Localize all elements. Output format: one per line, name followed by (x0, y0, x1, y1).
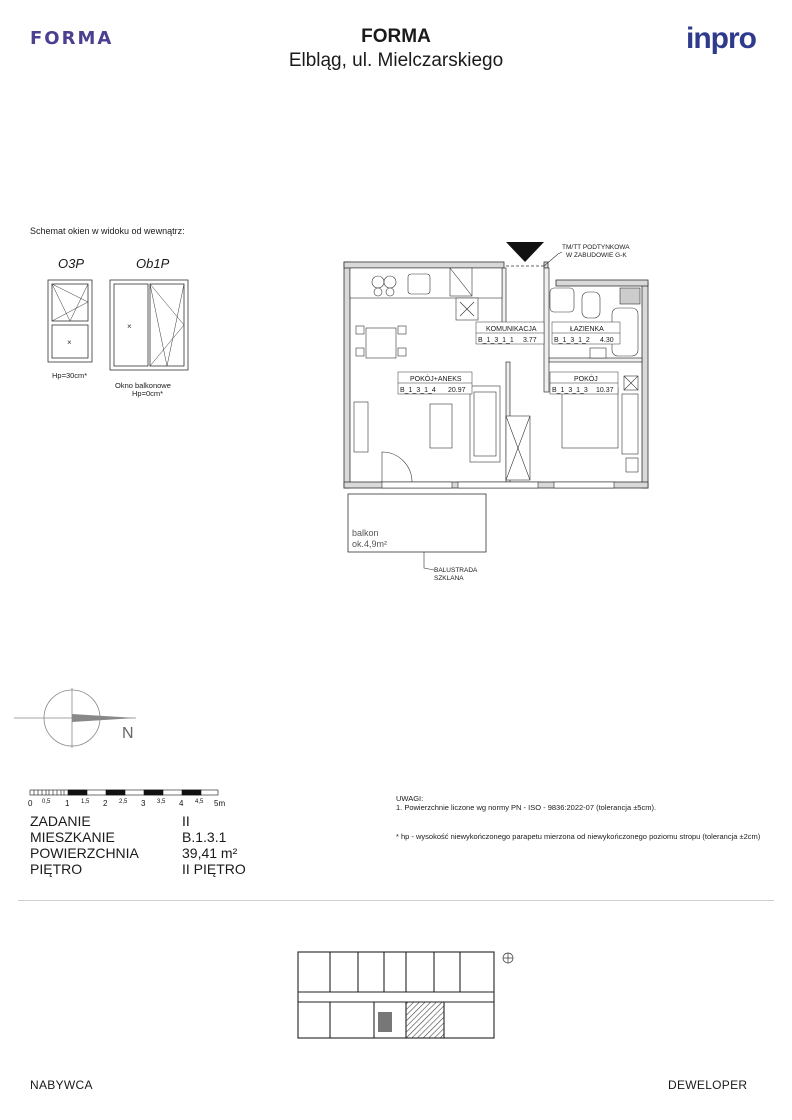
scale-tick: 2,5 (119, 799, 128, 805)
floor-plan (330, 236, 670, 586)
scale-tick: 2 (103, 799, 108, 808)
window-schema-drawings (40, 276, 200, 376)
detail-value-floor: II PIĘTRO (182, 861, 246, 877)
room-label-pokoj (550, 372, 618, 394)
developer-label: DEWELOPER (668, 1078, 748, 1092)
entrance-marker (506, 242, 544, 262)
room-area: 10.37 (596, 387, 614, 394)
room-name: POKÓJ+ANEKS (410, 376, 462, 383)
stairwell (378, 1012, 392, 1032)
scale-tick: 4,5 (195, 799, 204, 805)
window-ob1p-drawing (110, 280, 188, 370)
room-area: 3.77 (523, 337, 537, 344)
building-key-plan (294, 946, 520, 1048)
scale-tick: 3 (141, 799, 146, 808)
window-schema-note: Schemat okien w widoku od wewnątrz: (30, 226, 185, 236)
room-name: KOMUNIKACJA (486, 326, 537, 333)
room-area: 4.30 (600, 337, 614, 344)
room-name: POKÓJ (574, 376, 598, 383)
window-ob1p-caption: Okno balkonowe (115, 381, 171, 390)
railing-label-2: SZKLANA (434, 575, 464, 582)
scale-tick: 3,5 (157, 799, 166, 805)
detail-label-area: POWIERZCHNIA (30, 845, 139, 861)
divider (18, 900, 774, 901)
scale-tick: 4 (179, 799, 184, 808)
detail-label-apartment: MIESZKANIE (30, 829, 115, 845)
room-code: B_1_3_1_1 (478, 337, 514, 344)
window-o3p-drawing (48, 280, 92, 362)
remarks-note-2: * hp - wysokość niewykończonego parapetu mierzona od niewykończonego poziomu stropu (tolerancja ±2cm) (396, 832, 761, 841)
page-title: FORMA (361, 26, 431, 47)
room-label-lazienka (552, 322, 620, 344)
apartment-highlight (406, 1002, 444, 1038)
room-code: B_1_3_1_3 (552, 387, 588, 394)
scale-tick: 0,5 (42, 799, 51, 805)
svg-text:×: × (127, 322, 132, 331)
room-label-pokoj-aneks (398, 372, 472, 394)
detail-label-floor: PIĘTRO (30, 861, 83, 877)
remarks-heading: UWAGI: (396, 794, 424, 803)
detail-value-area: 39,41 m² (182, 845, 238, 861)
window-o3p-caption: Hp=30cm* (52, 371, 88, 380)
remarks-note-1: 1. Powierzchnie liczone wg normy PN - ISO - 9836:2022-07 (tolerancja ±5cm). (396, 803, 657, 812)
room-label-komunikacja (476, 322, 544, 344)
room-code: B_1_3_1_2 (554, 337, 590, 344)
window-ob1p-caption2: Hp=0cm* (132, 389, 164, 398)
north-label: N (122, 725, 134, 742)
forma-logo: FORMA (30, 28, 114, 49)
utility-note-line1: TM/TT PODTYNKOWA (562, 244, 630, 251)
dining-table (356, 326, 406, 358)
inpro-logo: inpro (686, 22, 756, 55)
compass (10, 688, 150, 758)
scale-tick: 5m (214, 799, 226, 808)
scale-tick: 1 (65, 799, 70, 808)
balcony-label: balkon (352, 528, 379, 538)
detail-value-apartment: B.1.3.1 (182, 829, 227, 845)
page-subtitle: Elbląg, ul. Mielczarskiego (288, 50, 504, 71)
sofa (354, 386, 500, 462)
scale-bar (28, 788, 238, 810)
kitchen-counter (350, 268, 502, 298)
scale-tick: 1,5 (81, 799, 90, 805)
scale-tick: 0 (28, 799, 33, 808)
detail-value-task: II (182, 813, 190, 829)
north-arrow-icon (72, 714, 136, 722)
balcony-area: ok.4,9m² (352, 539, 388, 549)
railing-label-1: BALUSTRADA (434, 567, 478, 574)
window-code-ob1p: Ob1P (136, 256, 170, 271)
room-code: B_1_3_1_4 (400, 387, 436, 394)
window-code-o3p: O3P (58, 256, 85, 271)
room-area: 20.97 (448, 387, 466, 394)
utility-note-line2: W ZABUDOWIE G-K (566, 252, 627, 259)
detail-label-task: ZADANIE (30, 813, 91, 829)
buyer-label: NABYWCA (30, 1078, 93, 1092)
room-name: ŁAZIENKA (570, 326, 604, 333)
svg-text:×: × (67, 338, 72, 347)
